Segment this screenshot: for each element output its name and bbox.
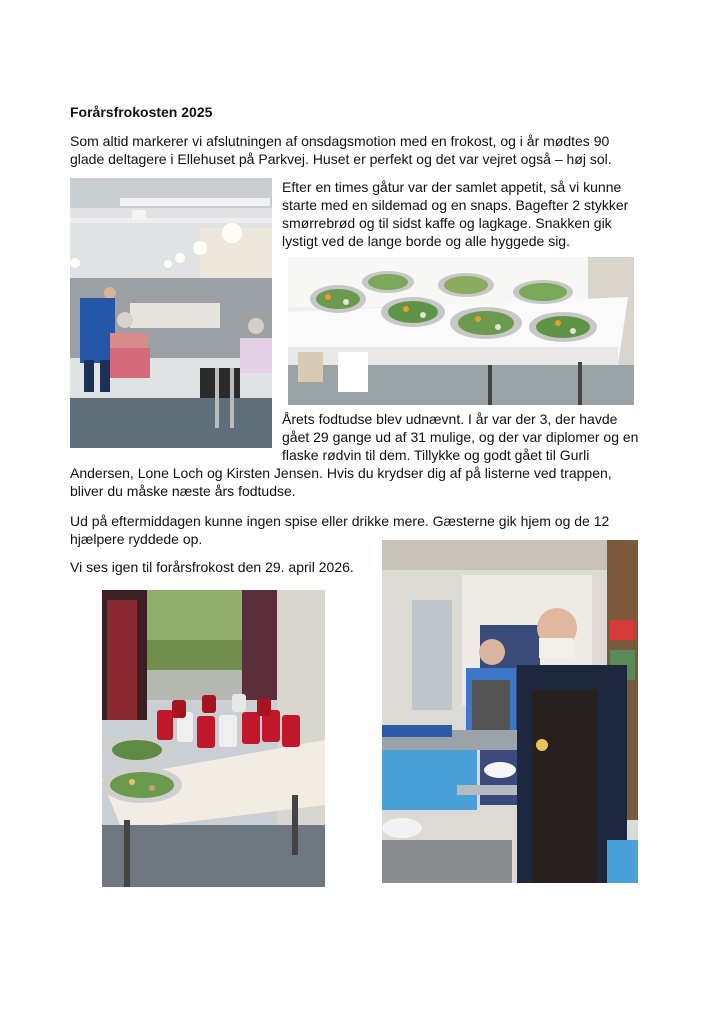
intro-paragraph (70, 132, 612, 168)
photo-kitchen-helpers (382, 540, 638, 883)
photo-coffee-table (102, 590, 325, 887)
fodtudse-line: gået 29 gange ud af 31 mulige, og der var diplomer og en (282, 429, 639, 445)
walk-paragraph (282, 178, 628, 250)
afternoon-line: Ud på eftermiddagen kunne ingen spise eller drikke mere. Gæsterne gik hjem og de 12 (70, 513, 610, 529)
fodtudse-paragraph-right (282, 410, 638, 464)
walk-line: starte med en sildemad og en snaps. Bagefter 2 stykker (282, 197, 629, 213)
closing-paragraph: Vi ses igen til forårsfrokost den 29. april 2026. (70, 559, 354, 575)
fodtudse-line: bliver du måske næste års fodtudse. (70, 483, 296, 499)
photo-dining-hall (70, 178, 272, 448)
walk-line: smørrebrød og til sidst kaffe og lagkage. Snakken gik (282, 215, 612, 231)
afternoon-line: hjælpere ryddede op. (70, 531, 203, 547)
fodtudse-line: Årets fodtudse blev udnævnt. I år var der 3, der havde (282, 411, 618, 427)
walk-line: Efter en times gåtur var der samlet appetit, så vi kunne (282, 179, 622, 195)
photo-food-platters (288, 257, 634, 405)
fodtudse-line: Andersen, Lone Loch og Kirsten Jensen. Hvis du krydser dig af på listerne ved trappen, (70, 465, 612, 481)
fodtudse-line: flaske rødvin til dem. Tillykke og godt gået til Gurli (282, 447, 590, 463)
intro-line: glade deltagere i Ellehuset på Parkvej. Huset er perfekt og det var vejret også – høj sol. (70, 151, 612, 167)
intro-line: Som altid markerer vi afslutningen af onsdagsmotion med en frokost, og i år mødtes 90 (70, 133, 610, 149)
walk-line: lystigt ved de lange borde og alle hyggede sig. (282, 233, 570, 249)
page-title: Forårsfrokosten 2025 (70, 104, 213, 120)
fodtudse-paragraph-full (70, 464, 612, 500)
